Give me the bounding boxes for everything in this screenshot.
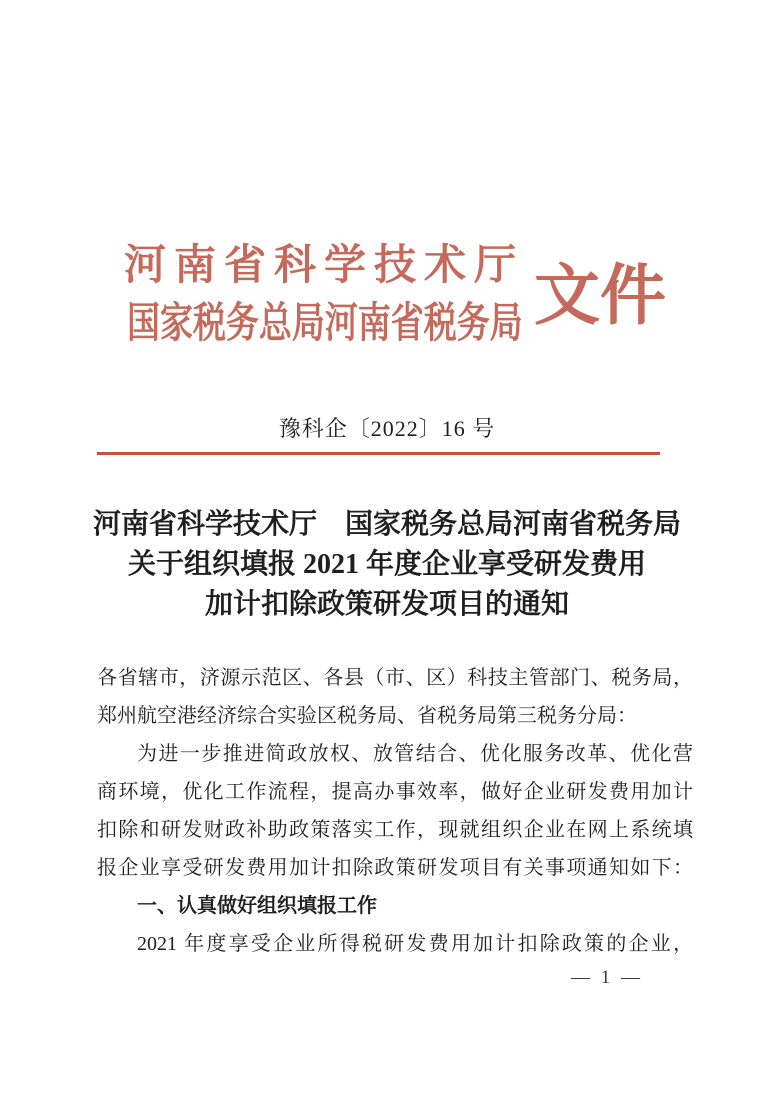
section-1-heading: 一、认真做好组织填报工作 bbox=[137, 895, 377, 917]
document-title-line-2: 关于组织填报 2021 年度企业享受研发费用 bbox=[127, 549, 646, 580]
document-number: 豫科企〔2022〕16 号 bbox=[278, 416, 496, 441]
section-1-line-1: 2021 年度享受企业所得税研发费用加计扣除政策的企业， bbox=[137, 933, 693, 955]
page-number: — 1 — bbox=[571, 967, 643, 988]
document-title-line-1: 河南省科学技术厅 国家税务总局河南省税务局 bbox=[92, 509, 681, 540]
document-title bbox=[0, 505, 774, 625]
red-separator-line bbox=[97, 452, 660, 455]
paragraph-line-3: 扣除和研发财政补助政策落实工作，现就组织企业在网上系统填 bbox=[97, 819, 693, 841]
paragraph-line-2: 商环境，优化工作流程，提高办事效率，做好企业研发费用加计 bbox=[97, 781, 693, 803]
salutation-line-2: 郑州航空港经济综合实验区税务局、省税务局第三税务分局： bbox=[97, 705, 637, 727]
paragraph-line-1: 为进一步推进简政放权、放管结合、优化服务改革、优化营 bbox=[137, 743, 693, 765]
letterhead-doc-type-label: 文件 bbox=[534, 260, 666, 333]
salutation-line-1: 各省辖市，济源示范区、各县（市、区）科技主管部门、税务局， bbox=[97, 667, 693, 689]
letterhead-agency-line-1: 河南省科学技术厅 bbox=[124, 243, 525, 289]
letterhead-agency-line-2: 国家税务总局河南省税务局 bbox=[127, 301, 523, 347]
document-body bbox=[97, 659, 693, 963]
document-title-line-3: 加计扣除政策研发项目的通知 bbox=[204, 589, 569, 620]
paragraph-line-4: 报企业享受研发费用加计扣除政策研发项目有关事项通知如下： bbox=[97, 857, 693, 879]
